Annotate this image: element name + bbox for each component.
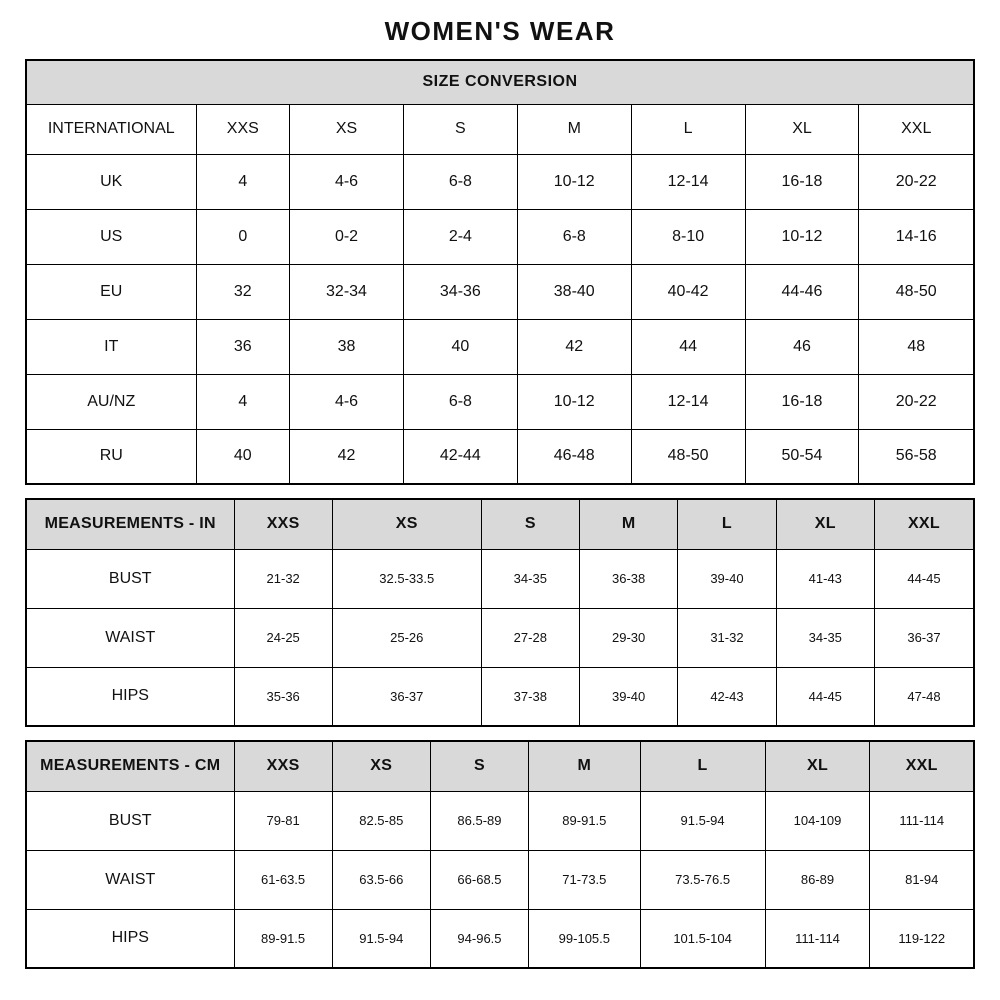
size-column-header: L — [631, 104, 745, 154]
size-value: 0-2 — [290, 209, 404, 264]
measure-value: 63.5-66 — [332, 850, 430, 909]
size-value: 40 — [196, 429, 290, 484]
table-row — [26, 791, 974, 850]
measure-label: BUST — [26, 791, 234, 850]
size-column-header: XXS — [234, 741, 332, 791]
standard-column-header: INTERNATIONAL — [26, 104, 196, 154]
size-value: 4-6 — [290, 154, 404, 209]
measure-label: HIPS — [26, 909, 234, 968]
size-value: 16-18 — [745, 154, 859, 209]
size-conversion-table — [25, 59, 975, 485]
size-value: 42 — [290, 429, 404, 484]
table-row — [26, 104, 974, 154]
measure-value: 47-48 — [874, 667, 974, 726]
size-value: 44-46 — [745, 264, 859, 319]
measure-value: 101.5-104 — [640, 909, 765, 968]
size-column-header: L — [678, 499, 776, 549]
measure-value: 36-37 — [874, 608, 974, 667]
measure-value: 86-89 — [765, 850, 870, 909]
table-row — [26, 264, 974, 319]
table-row — [26, 499, 974, 549]
size-value: 32-34 — [290, 264, 404, 319]
measure-value: 36-38 — [579, 549, 677, 608]
size-value: 48-50 — [631, 429, 745, 484]
measure-value: 34-35 — [776, 608, 874, 667]
size-value: 38 — [290, 319, 404, 374]
size-value: 56-58 — [859, 429, 974, 484]
measure-value: 27-28 — [481, 608, 579, 667]
size-value: 10-12 — [745, 209, 859, 264]
size-value: 10-12 — [517, 374, 631, 429]
size-column-header: S — [430, 741, 528, 791]
size-column-header: M — [529, 741, 641, 791]
region-label: US — [26, 209, 196, 264]
measure-value: 42-43 — [678, 667, 776, 726]
measure-value: 111-114 — [765, 909, 870, 968]
size-column-header: XXS — [196, 104, 290, 154]
size-value: 34-36 — [403, 264, 517, 319]
size-column-header: XXL — [870, 741, 974, 791]
size-value: 16-18 — [745, 374, 859, 429]
measure-value: 34-35 — [481, 549, 579, 608]
size-column-header: XL — [745, 104, 859, 154]
table-row — [26, 319, 974, 374]
size-column-header: XL — [765, 741, 870, 791]
measurements-title: MEASUREMENTS - IN — [26, 499, 234, 549]
size-value: 50-54 — [745, 429, 859, 484]
measure-value: 44-45 — [776, 667, 874, 726]
measure-value: 82.5-85 — [332, 791, 430, 850]
size-column-header: M — [517, 104, 631, 154]
size-column-header: XXS — [234, 499, 332, 549]
measure-value: 73.5-76.5 — [640, 850, 765, 909]
size-value: 0 — [196, 209, 290, 264]
size-value: 6-8 — [403, 374, 517, 429]
size-value: 14-16 — [859, 209, 974, 264]
table-row — [26, 608, 974, 667]
region-label: UK — [26, 154, 196, 209]
table-row — [26, 667, 974, 726]
measurements-in-table — [25, 498, 975, 727]
size-value: 6-8 — [517, 209, 631, 264]
size-column-header: XXL — [874, 499, 974, 549]
measure-value: 111-114 — [870, 791, 974, 850]
table-row — [26, 850, 974, 909]
region-label: EU — [26, 264, 196, 319]
size-value: 4 — [196, 374, 290, 429]
measure-value: 86.5-89 — [430, 791, 528, 850]
size-column-header: XS — [332, 741, 430, 791]
table-row — [26, 60, 974, 104]
measure-label: BUST — [26, 549, 234, 608]
region-label: IT — [26, 319, 196, 374]
size-value: 12-14 — [631, 154, 745, 209]
measure-value: 89-91.5 — [529, 791, 641, 850]
size-value: 32 — [196, 264, 290, 319]
measure-value: 61-63.5 — [234, 850, 332, 909]
table-row — [26, 429, 974, 484]
table-row — [26, 549, 974, 608]
table-title: SIZE CONVERSION — [26, 60, 974, 104]
measure-value: 31-32 — [678, 608, 776, 667]
size-value: 6-8 — [403, 154, 517, 209]
measure-value: 35-36 — [234, 667, 332, 726]
measure-value: 39-40 — [579, 667, 677, 726]
size-value: 48 — [859, 319, 974, 374]
page-title: WOMEN'S WEAR — [384, 16, 616, 46]
size-value: 12-14 — [631, 374, 745, 429]
measure-label: WAIST — [26, 850, 234, 909]
size-value: 46 — [745, 319, 859, 374]
measurements-cm-table — [25, 740, 975, 969]
measure-value: 39-40 — [678, 549, 776, 608]
size-column-header: XS — [290, 104, 404, 154]
size-value: 40 — [403, 319, 517, 374]
size-column-header: M — [579, 499, 677, 549]
measure-value: 21-32 — [234, 549, 332, 608]
measure-value: 81-94 — [870, 850, 974, 909]
measure-value: 71-73.5 — [529, 850, 641, 909]
size-value: 42 — [517, 319, 631, 374]
measure-value: 36-37 — [332, 667, 481, 726]
measure-value: 44-45 — [874, 549, 974, 608]
size-value: 46-48 — [517, 429, 631, 484]
size-value: 4 — [196, 154, 290, 209]
region-label: RU — [26, 429, 196, 484]
table-row — [26, 374, 974, 429]
measure-value: 29-30 — [579, 608, 677, 667]
measure-value: 104-109 — [765, 791, 870, 850]
size-column-header: L — [640, 741, 765, 791]
measure-value: 25-26 — [332, 608, 481, 667]
table-row — [26, 209, 974, 264]
measure-value: 79-81 — [234, 791, 332, 850]
size-value: 20-22 — [859, 154, 974, 209]
size-value: 40-42 — [631, 264, 745, 319]
table-row — [26, 154, 974, 209]
measure-value: 66-68.5 — [430, 850, 528, 909]
measurements-title: MEASUREMENTS - CM — [26, 741, 234, 791]
measure-value: 91.5-94 — [332, 909, 430, 968]
size-value: 42-44 — [403, 429, 517, 484]
size-column-header: S — [403, 104, 517, 154]
measure-value: 99-105.5 — [529, 909, 641, 968]
measure-value: 91.5-94 — [640, 791, 765, 850]
size-value: 4-6 — [290, 374, 404, 429]
size-value: 2-4 — [403, 209, 517, 264]
table-row — [26, 909, 974, 968]
measure-label: WAIST — [26, 608, 234, 667]
size-value: 48-50 — [859, 264, 974, 319]
size-value: 20-22 — [859, 374, 974, 429]
measure-value: 37-38 — [481, 667, 579, 726]
measure-value: 94-96.5 — [430, 909, 528, 968]
size-column-header: S — [481, 499, 579, 549]
size-column-header: XS — [332, 499, 481, 549]
region-label: AU/NZ — [26, 374, 196, 429]
size-value: 44 — [631, 319, 745, 374]
measure-value: 24-25 — [234, 608, 332, 667]
measure-label: HIPS — [26, 667, 234, 726]
size-value: 8-10 — [631, 209, 745, 264]
size-column-header: XXL — [859, 104, 974, 154]
size-column-header: XL — [776, 499, 874, 549]
size-value: 36 — [196, 319, 290, 374]
measure-value: 89-91.5 — [234, 909, 332, 968]
measure-value: 41-43 — [776, 549, 874, 608]
size-value: 10-12 — [517, 154, 631, 209]
measure-value: 32.5-33.5 — [332, 549, 481, 608]
size-value: 38-40 — [517, 264, 631, 319]
measure-value: 119-122 — [870, 909, 974, 968]
table-row — [26, 741, 974, 791]
